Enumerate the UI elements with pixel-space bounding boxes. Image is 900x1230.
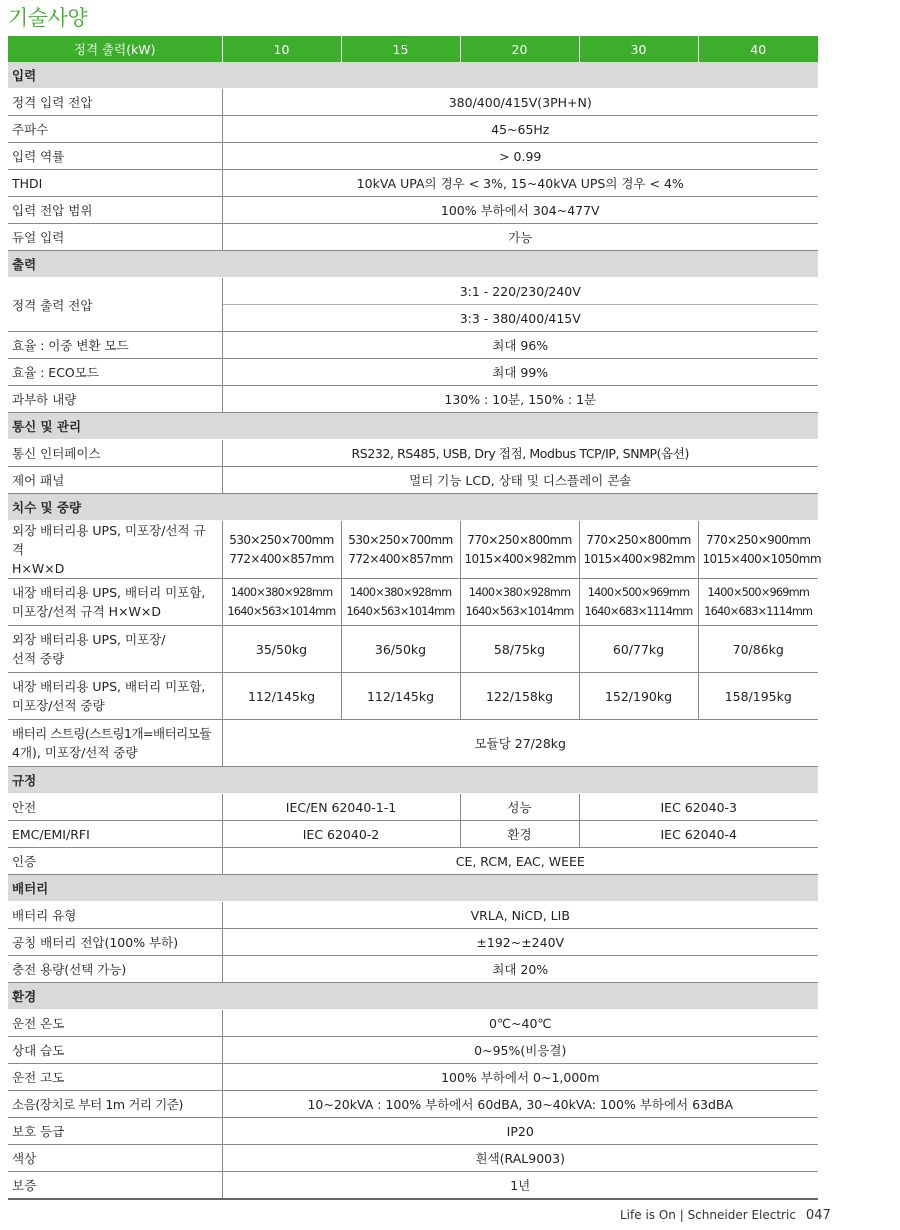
table-row bbox=[8, 626, 818, 673]
section-row bbox=[8, 251, 818, 278]
row-label: 안전 bbox=[8, 794, 222, 821]
dim-line: 530×250×700mm bbox=[348, 532, 453, 547]
section-input: 입력 bbox=[8, 62, 818, 89]
table-row bbox=[8, 1091, 818, 1118]
row-value: 45~65Hz bbox=[222, 116, 818, 143]
dim-line: 530×250×700mm bbox=[229, 532, 334, 547]
row-label: 통신 인터페이스 bbox=[8, 440, 222, 467]
row-label-line: 4개), 미포장/선적 중량 bbox=[12, 745, 138, 760]
section-row bbox=[8, 494, 818, 521]
dim-cell bbox=[460, 579, 579, 626]
row-label: 정격 입력 전압 bbox=[8, 89, 222, 116]
table-row bbox=[8, 521, 818, 579]
section-row bbox=[8, 62, 818, 89]
row-value: CE, RCM, EAC, WEEE bbox=[222, 848, 818, 875]
row-label bbox=[8, 626, 222, 673]
row-value: 최대 96% bbox=[222, 332, 818, 359]
dim-cell bbox=[341, 521, 460, 579]
spec-table bbox=[8, 36, 821, 1200]
dim-line: 1400×500×969mm bbox=[587, 586, 690, 599]
weight-cell: 60/77kg bbox=[579, 626, 698, 673]
dim-line: 770×250×800mm bbox=[586, 532, 691, 547]
section-output: 출력 bbox=[8, 251, 818, 278]
header-label: 정격 출력(kW) bbox=[8, 36, 222, 62]
page-title: 기술사양 bbox=[8, 6, 88, 30]
weight-cell: 58/75kg bbox=[460, 626, 579, 673]
row-label-line: 내장 배터리용 UPS, 배터리 미포함, bbox=[12, 585, 206, 600]
row-value: 3:1 - 220/230/240V bbox=[222, 278, 818, 305]
dim-line: 1640×683×1114mm bbox=[704, 605, 813, 618]
table-row bbox=[8, 1118, 818, 1145]
dim-cell bbox=[341, 579, 460, 626]
table-row bbox=[8, 848, 818, 875]
table-row bbox=[8, 956, 818, 983]
row-label: 상대 습도 bbox=[8, 1037, 222, 1064]
header-col: 10 bbox=[222, 36, 341, 62]
table-row bbox=[8, 143, 818, 170]
weight-cell: 70/86kg bbox=[698, 626, 818, 673]
dim-line: 770×250×900mm bbox=[706, 532, 811, 547]
dim-line: 772×400×857mm bbox=[229, 551, 334, 566]
row-value: 흰색(RAL9003) bbox=[222, 1145, 818, 1172]
header-col: 40 bbox=[698, 36, 818, 62]
row-label-line: 선적 중량 bbox=[12, 651, 65, 666]
row-label: 공칭 배터리 전압(100% 부하) bbox=[8, 929, 222, 956]
header-col: 15 bbox=[341, 36, 460, 62]
weight-cell: 122/158kg bbox=[460, 673, 579, 720]
dim-line: 1400×380×928mm bbox=[349, 586, 452, 599]
dim-line: 770×250×800mm bbox=[467, 532, 572, 547]
table-row bbox=[8, 1037, 818, 1064]
header-row bbox=[8, 36, 818, 62]
table-row bbox=[8, 89, 818, 116]
header-col: 30 bbox=[579, 36, 698, 62]
row-value: 가능 bbox=[222, 224, 818, 251]
row-label: 듀얼 입력 bbox=[8, 224, 222, 251]
row-label: 배터리 유형 bbox=[8, 902, 222, 929]
dim-cell bbox=[698, 521, 821, 579]
row-value: IEC 62040-2 bbox=[222, 821, 460, 848]
table-row bbox=[8, 278, 818, 305]
section-env: 환경 bbox=[8, 983, 818, 1010]
row-value: 최대 20% bbox=[222, 956, 818, 983]
weight-cell: 158/195kg bbox=[698, 673, 818, 720]
row-value: 모듈당 27/28kg bbox=[222, 720, 818, 767]
row-label bbox=[8, 720, 222, 767]
row-value: 0~95%(비응결) bbox=[222, 1037, 818, 1064]
row-value: > 0.99 bbox=[222, 143, 818, 170]
row-label: 효율 : 이중 변환 모드 bbox=[8, 332, 222, 359]
row-sub-label: 성능 bbox=[460, 794, 579, 821]
row-value: 100% 부하에서 304~477V bbox=[222, 197, 818, 224]
row-sub-label: 환경 bbox=[460, 821, 579, 848]
weight-cell: 152/190kg bbox=[579, 673, 698, 720]
row-value: 0℃~40℃ bbox=[222, 1010, 818, 1037]
row-value: 3:3 - 380/400/415V bbox=[222, 305, 818, 332]
row-label: 운전 온도 bbox=[8, 1010, 222, 1037]
footer bbox=[620, 1208, 831, 1223]
table-row bbox=[8, 929, 818, 956]
footer-text: Life is On | Schneider Electric bbox=[620, 1208, 796, 1222]
dim-cell bbox=[579, 521, 698, 579]
table-row bbox=[8, 359, 818, 386]
table-row bbox=[8, 467, 818, 494]
table-row bbox=[8, 116, 818, 143]
row-value: 1년 bbox=[222, 1172, 818, 1200]
dim-line: 1015×400×982mm bbox=[464, 551, 576, 566]
dim-line: 1400×380×928mm bbox=[468, 586, 571, 599]
row-value: RS232, RS485, USB, Dry 접점, Modbus TCP/IP, SNMP(옵션) bbox=[222, 440, 818, 467]
table-row bbox=[8, 1145, 818, 1172]
weight-cell: 112/145kg bbox=[222, 673, 341, 720]
row-label: 인증 bbox=[8, 848, 222, 875]
dim-cell bbox=[579, 579, 698, 626]
row-label-line: 외장 배터리용 UPS, 미포장/선적 규격 bbox=[12, 523, 206, 557]
dim-line: 1640×563×1014mm bbox=[465, 605, 574, 618]
table-row bbox=[8, 1172, 818, 1200]
row-value: 10~20kVA : 100% 부하에서 60dBA, 30~40kVA: 100% 부하에서 63dBA bbox=[222, 1091, 818, 1118]
dim-line: 772×400×857mm bbox=[348, 551, 453, 566]
section-dims: 치수 및 중량 bbox=[8, 494, 818, 521]
table-row bbox=[8, 440, 818, 467]
row-label: 색상 bbox=[8, 1145, 222, 1172]
section-battery: 배터리 bbox=[8, 875, 818, 902]
table-row bbox=[8, 1064, 818, 1091]
row-value: 380/400/415V(3PH+N) bbox=[222, 89, 818, 116]
table-row bbox=[8, 224, 818, 251]
section-row bbox=[8, 875, 818, 902]
row-label-line: 내장 배터리용 UPS, 배터리 미포함, bbox=[12, 679, 206, 694]
row-label bbox=[8, 579, 222, 626]
row-label: THDI bbox=[8, 170, 222, 197]
row-label: 입력 전압 범위 bbox=[8, 197, 222, 224]
row-label: 주파수 bbox=[8, 116, 222, 143]
section-row bbox=[8, 767, 818, 794]
row-label-line: 미포장/선적 규격 H×W×D bbox=[12, 604, 162, 619]
row-value: IEC/EN 62040-1-1 bbox=[222, 794, 460, 821]
table-row bbox=[8, 1010, 818, 1037]
page-number: 047 bbox=[805, 1208, 831, 1223]
row-value: VRLA, NiCD, LIB bbox=[222, 902, 818, 929]
table-row bbox=[8, 720, 818, 767]
dim-line: 1640×563×1014mm bbox=[346, 605, 455, 618]
row-value: IEC 62040-4 bbox=[579, 821, 818, 848]
section-row bbox=[8, 413, 818, 440]
section-reg: 규정 bbox=[8, 767, 818, 794]
row-label-line: H×W×D bbox=[12, 561, 65, 576]
row-label bbox=[8, 521, 222, 579]
row-label-line: 외장 배터리용 UPS, 미포장/ bbox=[12, 632, 166, 647]
header-col: 20 bbox=[460, 36, 579, 62]
section-comm: 통신 및 관리 bbox=[8, 413, 818, 440]
row-label-line: 미포장/선적 중량 bbox=[12, 698, 105, 713]
row-label-line: 배터리 스트링(스트링1개=배터리모듈 bbox=[12, 726, 211, 741]
row-value: ±192~±240V bbox=[222, 929, 818, 956]
table-row bbox=[8, 673, 818, 720]
dim-cell bbox=[698, 579, 818, 626]
weight-cell: 112/145kg bbox=[341, 673, 460, 720]
row-label: 제어 패널 bbox=[8, 467, 222, 494]
table-row bbox=[8, 794, 818, 821]
dim-cell bbox=[460, 521, 579, 579]
row-label: EMC/EMI/RFI bbox=[8, 821, 222, 848]
table-row bbox=[8, 170, 818, 197]
row-value: IEC 62040-3 bbox=[579, 794, 818, 821]
row-value: 10kVA UPA의 경우 < 3%, 15~40kVA UPS의 경우 < 4% bbox=[222, 170, 818, 197]
dim-line: 1400×500×969mm bbox=[707, 586, 810, 599]
row-label: 효율 : ECO모드 bbox=[8, 359, 222, 386]
row-label: 정격 출력 전압 bbox=[8, 278, 222, 332]
row-label: 보증 bbox=[8, 1172, 222, 1200]
row-value: IP20 bbox=[222, 1118, 818, 1145]
dim-cell bbox=[222, 579, 341, 626]
section-row bbox=[8, 983, 818, 1010]
row-label: 운전 고도 bbox=[8, 1064, 222, 1091]
table-row bbox=[8, 902, 818, 929]
table-row bbox=[8, 579, 818, 626]
row-label: 소음(장치로 부터 1m 거리 기준) bbox=[8, 1091, 222, 1118]
row-label: 보호 등급 bbox=[8, 1118, 222, 1145]
weight-cell: 36/50kg bbox=[341, 626, 460, 673]
dim-line: 1015×400×1050mm bbox=[702, 551, 821, 566]
dim-line: 1640×563×1014mm bbox=[227, 605, 336, 618]
table-row bbox=[8, 197, 818, 224]
row-value: 100% 부하에서 0~1,000m bbox=[222, 1064, 818, 1091]
weight-cell: 35/50kg bbox=[222, 626, 341, 673]
row-label: 충전 용량(선택 가능) bbox=[8, 956, 222, 983]
row-value: 멀티 기능 LCD, 상태 및 디스플레이 콘솔 bbox=[222, 467, 818, 494]
row-value: 최대 99% bbox=[222, 359, 818, 386]
row-value: 130% : 10분, 150% : 1분 bbox=[222, 386, 818, 413]
dim-cell bbox=[222, 521, 341, 579]
table-row bbox=[8, 332, 818, 359]
table-row bbox=[8, 386, 818, 413]
row-label: 입력 역률 bbox=[8, 143, 222, 170]
table-row bbox=[8, 821, 818, 848]
dim-line: 1400×380×928mm bbox=[230, 586, 333, 599]
row-label: 과부하 내량 bbox=[8, 386, 222, 413]
row-label bbox=[8, 673, 222, 720]
dim-line: 1640×683×1114mm bbox=[584, 605, 693, 618]
dim-line: 1015×400×982mm bbox=[583, 551, 695, 566]
